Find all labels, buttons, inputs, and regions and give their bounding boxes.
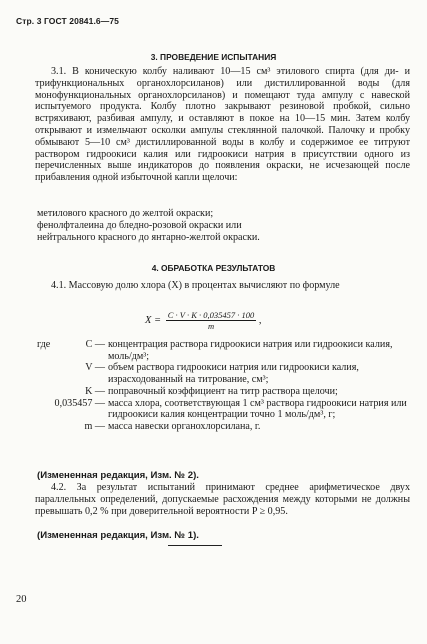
end-rule — [168, 545, 222, 546]
definition-symbol: K — — [85, 385, 105, 397]
page-number: 20 — [16, 594, 27, 605]
definition-row — [35, 386, 415, 398]
where-word: где — [37, 339, 51, 350]
definition-symbol: m — — [84, 420, 105, 432]
definition-row — [35, 362, 415, 385]
formula-fraction — [166, 310, 257, 331]
paragraph-3-1-text: 3.1. В коническую колбу наливают 10—15 см³ этилового спирта (для ди- и трифункциональных органохлорсиланов) или дистиллированной воды (для монофункциональных органохлорсиланов) и помещают туда ампулу с навеской испытуемого продукта. Колбу плотно закрывают резиновой пробкой, сильно встряхивают, разбивая ампулу, и оставляют в покое на 10—15 мин. Затем колбу открывают и измельчают осколки ампулы стеклянной палочкой. Палочку и пробку обмывают 5—10 см³ дистиллированной воды в колбу и содержимое ее титруют раствором гидроокиси калия или гидроокиси натрия в присутствии одного из перечисленных выше индикаторов до появления окраски, не исчезающей после прибавления одной избыточной капли щелочи: — [35, 66, 410, 184]
definitions-list — [35, 339, 415, 433]
paragraph-4-1 — [35, 280, 410, 292]
definition-symbol: V — — [85, 362, 105, 374]
definition-text: объем раствора гидроокиси натрия или гидроокиси калия, израсходованный на титрование, см³; — [108, 362, 359, 386]
definition-row — [35, 421, 415, 433]
definition-text: концентрация раствора гидроокиси натрия или гидроокиси калия, моль/дм³; — [108, 339, 393, 362]
formula-lhs: X = — [145, 314, 162, 326]
definition-text: масса навески органохлорсилана, г. — [108, 420, 261, 432]
section-4-title: 4. ОБРАБОТКА РЕЗУЛЬТАТОВ — [151, 263, 276, 273]
definition-symbol: 0,035457 — — [54, 397, 105, 409]
definition-text: масса хлора, соответствующая 1 см³ раствора гидроокиси натрия или гидроокиси калия концентрации точно 1 моль/дм³, г; — [108, 397, 407, 421]
edit-note-2: (Измененная редакция, Изм. № 2). — [37, 470, 199, 481]
definition-symbol: C — — [85, 339, 105, 350]
indicator-item: фенолфталеина до бледно-розовой окраски или — [37, 220, 242, 231]
definition-text: поправочный коэффициент на титр раствора щелочи; — [108, 385, 338, 397]
paragraph-4-1-text: 4.1. Массовую долю хлора (X) в процентах вычисляют по формуле — [51, 280, 340, 291]
paragraph-4-2 — [35, 482, 410, 517]
formula-tail: , — [258, 314, 262, 326]
edit-note-1: (Измененная редакция, Изм. № 1). — [37, 530, 199, 541]
indicator-item: метилового красного до желтой окраски; — [37, 208, 214, 219]
page-header: Стр. 3 ГОСТ 20841.6—75 — [16, 16, 119, 26]
paragraph-4-2-text: 4.2. За результат испытаний принимают среднее арифметическое двух параллельных определений, допускаемые расхождения между которыми не должны превышать 0,2 % при доверительной вероятности P ≥ 0,95. — [35, 482, 410, 517]
paragraph-3-1 — [35, 66, 410, 184]
formula-denominator: m — [207, 321, 215, 331]
section-3-title: 3. ПРОВЕДЕНИЕ ИСПЫТАНИЯ — [150, 52, 277, 62]
definition-row — [35, 398, 415, 421]
definition-row — [35, 339, 415, 362]
formula-numerator: C · V · K · 0,035457 · 100 — [167, 310, 255, 320]
chlorine-formula — [145, 310, 262, 331]
indicator-item: нейтрального красного до янтарно-желтой окраски. — [37, 232, 260, 243]
